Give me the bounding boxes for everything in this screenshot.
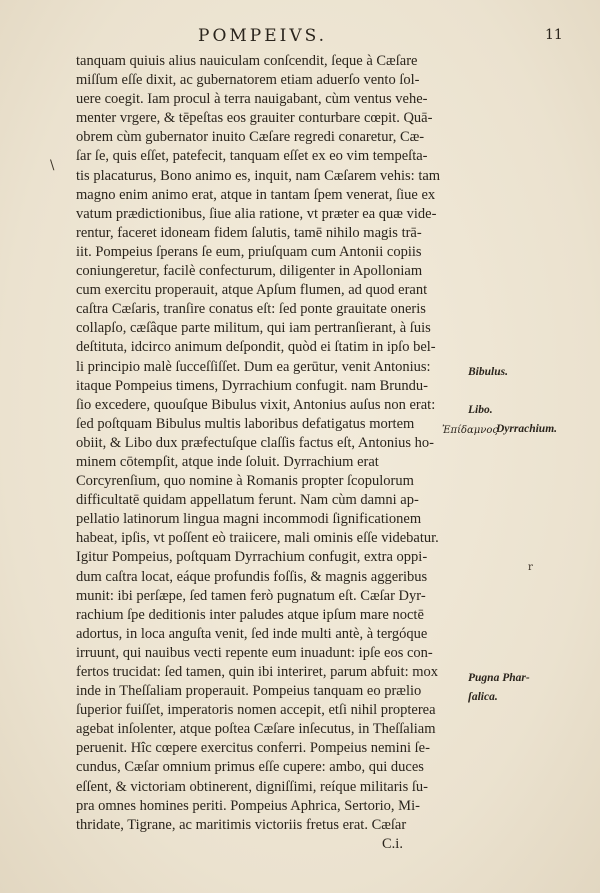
text-line: ſed poſtquam Bibulus multis laboribus defatigatus mortem bbox=[76, 415, 415, 432]
text-line: pra omnes homines periti. Pompeius Aphrica, Sertorio, Mi- bbox=[76, 797, 420, 814]
text-line: iit. Pompeius ſperans ſe eum, priuſquam cum Antonii copiis bbox=[76, 243, 422, 260]
text-line: obiit, & Libo dux præfectuſque claſſis factus eſt, Antonius ho- bbox=[76, 434, 435, 451]
page-number: 11 bbox=[545, 27, 563, 43]
text-line: pellatio latinorum lingua magni incommodi ſignificationem bbox=[76, 511, 422, 528]
text-line: caſtra Cæſaris, tranſire conatus eſt: ſed ponte grauitate oneris bbox=[76, 301, 426, 318]
text-line: difficultatē quidam appellatum ferunt. Nam cùm damni ap- bbox=[76, 492, 419, 509]
text-line: ſio excedere, quouſque Bibulus vixit, Antonius auſus non erat: bbox=[76, 396, 436, 413]
margin-note-greek: Ἐπίδαμνος bbox=[442, 425, 498, 436]
text-line: habeat, ipſis, vt poſſent eò traiicere, mali ominis eſſe videbatur. bbox=[76, 530, 439, 547]
page-header bbox=[0, 26, 600, 48]
text-line: coniungeretur, facilè confecturum, diligenter in Apolloniam bbox=[76, 263, 423, 280]
text-line: irruunt, qui nauibus vecti repente eum inuadunt: ipſe eos con- bbox=[76, 644, 433, 661]
margin-note-pugna-2: ſalica. bbox=[468, 691, 498, 703]
main-text bbox=[76, 52, 462, 854]
text-line: agebat inſolenter, atque poſtea Cæſare inſecutus, in Theſſaliam bbox=[76, 721, 436, 738]
text-line: magno enim animo erat, atque in tantam ſpem venerat, ſiue ex bbox=[76, 186, 436, 203]
text-line: dum caſtra locat, eáque profundis foſſis, & magnis aggeribus bbox=[76, 568, 428, 585]
margin-note-dyrrachium: Dyrrachium. bbox=[496, 423, 558, 435]
text-line: rachium ſpe deditionis inter paludes atque ipſum mare noctē bbox=[76, 606, 424, 623]
margin-mark-left: \ bbox=[50, 158, 55, 173]
running-title: POMPEIVS. bbox=[198, 26, 328, 46]
text-line: thridate, Tigrane, ac maritimis victoriis fretus erat. Cæſar bbox=[76, 816, 407, 833]
text-line: ſar ſe, quis eſſet, patefecit, tanquam eſſet ex eo vim tempeſta- bbox=[76, 148, 428, 165]
text-line: tanquam quiuis alius nauiculam conſcendit, ſeque à Cæſare bbox=[76, 53, 418, 69]
text-line: rentur, faceret idoneam fidem ſalutis, tamē nihilo magis trā- bbox=[76, 224, 422, 241]
text-line: cundus, Cæſar omnium primus eſſe cupere: ambo, qui duces bbox=[76, 759, 424, 776]
text-line: tis placaturus, Bono animo es, inquit, nam Cæſarem vehis: tam bbox=[76, 167, 441, 184]
text-line: Corcyrenſium, quo nomine à Romanis propter ſcopulorum bbox=[76, 473, 414, 490]
text-line: ſuperior fuiſſet, imperatoris nomen accepit, etſi nihil propterea bbox=[76, 702, 436, 719]
text-line: vatum prædictionibus, ſiue alia ratione, vt præter ea quæ vide- bbox=[76, 205, 437, 222]
text-line: fertos trucidat: ſed tamen, quin ibi interiret, parum abfuit: mox bbox=[76, 664, 438, 680]
margin-note-pugna-1: Pugna Phar- bbox=[468, 672, 530, 684]
text-line: cum exercitu properauit, atque Apſum flumen, ad quod erant bbox=[76, 282, 428, 299]
text-line: munit: ibi perſæpe, ſed tamen ferò pugnatum eſt. Cæſar Dyr- bbox=[76, 587, 426, 604]
text-line: collapſo, cæſâque parte militum, qui iam pertranſierant, à ſuis bbox=[76, 320, 431, 337]
margin-note-libo: Libo. bbox=[468, 404, 493, 416]
text-line: menter vrgere, & tēpeſtas eos grauiter conturbare cœpit. Quā- bbox=[76, 110, 433, 127]
text-line: Igitur Pompeius, poſtquam Dyrrachium confugit, extra oppi- bbox=[76, 549, 428, 566]
text-line: uere coegit. Iam procul à terra nauigabant, cùm ventus vehe- bbox=[76, 91, 428, 108]
margin-mark-right: r bbox=[528, 562, 533, 573]
margin-note-bibulus: Bibulus. bbox=[468, 366, 508, 378]
text-line: eſſent, & victoriam obtinerent, digniſſimi, reíque militaris ſu- bbox=[76, 778, 428, 795]
catchword: C.i. bbox=[382, 835, 403, 852]
text-line: minem cōtempſit, atque inde ſoluit. Dyrrachium erat bbox=[76, 453, 379, 470]
text-line: deſtituta, idcirco animum deſpondit, quòd ei ſtatim in ipſo bel- bbox=[76, 339, 436, 356]
text-line: obrem cùm gubernator inuito Cæſare regredi conaretur, Cæ- bbox=[76, 129, 425, 146]
text-line: li principio malè ſucceſſiſſet. Dum ea gerūtur, venit Antonius: bbox=[76, 358, 431, 375]
text-line: inde in Theſſaliam properauit. Pompeius tanquam eo prælio bbox=[76, 683, 422, 700]
text-line: itaque Pompeius timens, Dyrrachium confugit. nam Brundu- bbox=[76, 377, 428, 394]
text-line: peruenit. Hîc cœpere exercitus conferri. Pompeius nemini ſe- bbox=[76, 740, 430, 757]
text-line: miſſum eſſe dixit, ac gubernatorem etiam aduerſo vento ſol- bbox=[76, 72, 420, 89]
text-line: adortus, in loca anguſta venit, ſed inde multi antè, à tergóque bbox=[76, 625, 428, 642]
